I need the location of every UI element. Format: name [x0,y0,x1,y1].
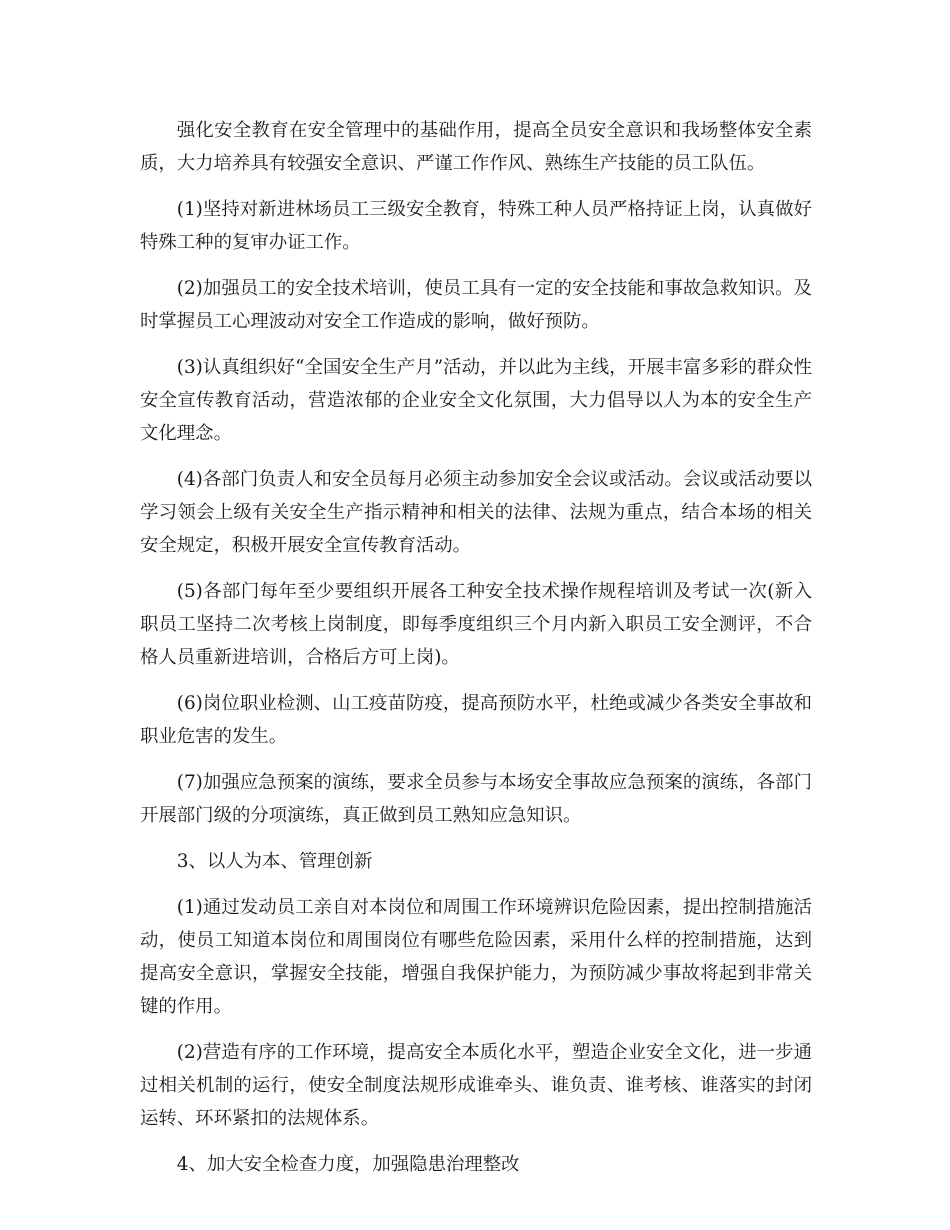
section-heading-3: 3、以人为本、管理创新 [176,851,373,872]
paragraph-section3-item-2: (2)营造有序的工作环境，提高安全本质化水平，塑造企业安全文化，进一步通过相关机制的运行，使安全制度法规形成谁牵头、谁负责、谁考核、谁落实的封闭运转、环环紧扣的法规体系。 [140,1042,812,1129]
paragraph-item-4: (4)各部门负责人和安全员每月必须主动参加安全会议或活动。会议或活动要以学习领会上级有关安全生产指示精神和相关的法律、法规为重点，结合本场的相关安全规定，积极开展安全宣传教育活动。 [140,469,812,556]
paragraph-section3-item-1: (1)通过发动员工亲自对本岗位和周围工作环境辨识危险因素，提出控制措施活动，使员工知道本岗位和周围岗位有哪些危险因素，采用什么样的控制措施，达到提高安全意识，掌握安全技能，增强自我保护能力，为预防减少事故将起到非常关键的作用。 [140,897,812,1017]
section-heading-4: 4、加大安全检查力度，加强隐患治理整改 [176,1154,520,1175]
paragraph-item-6: (6)岗位职业检测、山工疫苗防疫，提高预防水平，杜绝或减少各类安全事故和职业危害的发生。 [140,693,812,747]
paragraph-item-1: (1)坚持对新进林场员工三级安全教育，特殊工种人员严格持证上岗，认真做好特殊工种的复审办证工作。 [140,199,812,253]
document-body [140,114,812,1194]
paragraph-item-3: (3)认真组织好“全国安全生产月”活动，并以此为主线，开展丰富多彩的群众性安全宣传教育活动，营造浓郁的企业安全文化氛围，大力倡导以人为本的安全生产文化理念。 [140,357,812,444]
paragraph-item-2: (2)加强员工的安全技术培训，使员工具有一定的安全技能和事故急救知识。及时掌握员工心理波动对安全工作造成的影响，做好预防。 [140,278,812,332]
paragraph-item-5: (5)各部门每年至少要组织开展各工种安全技术操作规程培训及考试一次(新入职员工坚持二次考核上岗制度，即每季度组织三个月内新入职员工安全测评，不合格人员重新进培训，合格后方可上岗)。 [140,581,812,668]
paragraph-item-7: (7)加强应急预案的演练，要求全员参与本场安全事故应急预案的演练，各部门开展部门级的分项演练，真正做到员工熟知应急知识。 [140,772,812,826]
paragraph-intro: 强化安全教育在安全管理中的基础作用，提高全员安全意识和我场整体安全素质，大力培养具有较强安全意识、严谨工作作风、熟练生产技能的员工队伍。 [140,120,812,174]
